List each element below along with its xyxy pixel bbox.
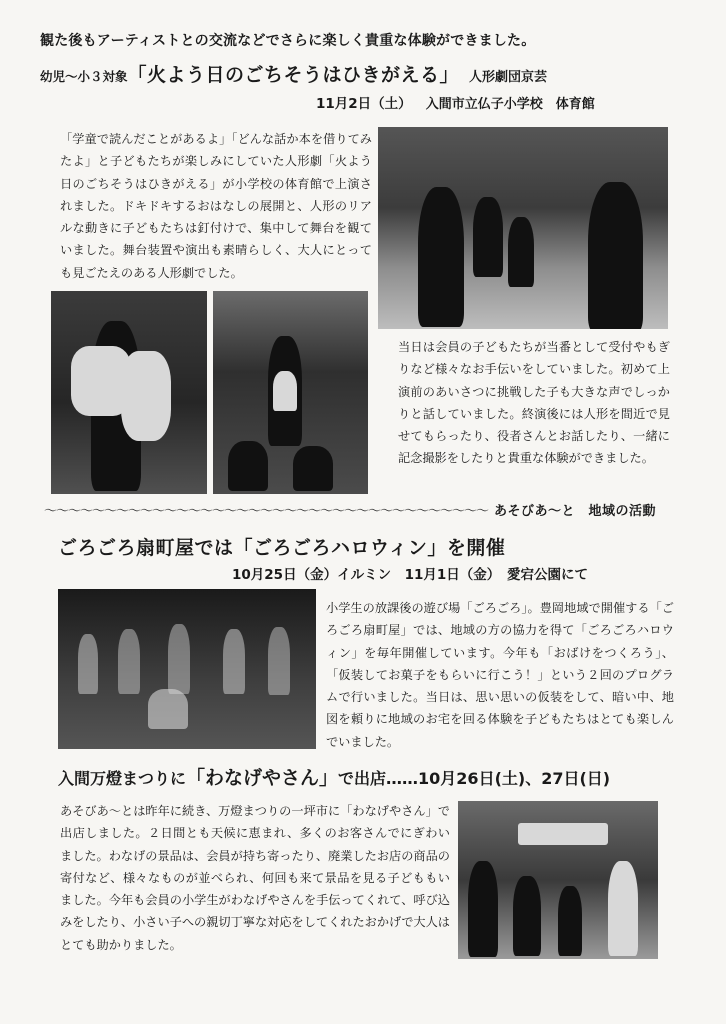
section1-paragraph-1: 「学童で読んだことがあるよ」「どんな話か本を借りてみたよ」と子どもたちが楽しみにしていた人形劇「火よう日のごちそうはひきがえる」が小学校の体育館で上演されました。ドキドキするおはなしの展開と、人形のリアルな動きに子どもたちは釘付けで、集中して舞台を観ていました。舞台装置や演出も素晴らしく、大人にとっても見ごたえのある人形劇でした。 [60, 132, 372, 280]
photo-figure [118, 629, 140, 694]
section3-paragraph: あそびあ～とは昨年に続き、万燈まつりの一坪市に「わなげやさん」で出店しました。２日間とも天候に恵まれ、多くのお客さんでにぎわいました。わなげの景品は、会員が持ち寄ったり、廃業したお店の商品の寄付など、様々なものが並べられ、何回も来て景品を見る子どももいました。今年も会員の小学生がわなげやさんを手伝ってくれて、呼び込みをしたり、小さい子への親切丁寧な対応をしてくれたおかげで大人はとても助かりました。 [60, 804, 450, 952]
photo-puppet-performer [51, 291, 207, 494]
stall-banner [518, 823, 608, 845]
intro-line: 観た後もアーティストとの交流などでさらに楽しく貴重な体験ができました。 [40, 33, 536, 49]
photo-figure [293, 446, 333, 491]
section1-date-line [316, 92, 595, 112]
photo-figure [418, 187, 464, 327]
photo-figure [508, 217, 534, 287]
photo-figure [78, 634, 98, 694]
photo-figure [558, 886, 582, 956]
section2-title: ごろごろ扇町屋では「ごろごろハロウィン」を開催 [58, 537, 506, 559]
photo-gym-reception [378, 127, 668, 329]
section1-troupe: 人形劇団京芸 [469, 70, 548, 85]
section3-title-main: 「わなげやさん」 [186, 767, 339, 789]
section3-heading [58, 763, 610, 790]
photo-figure [228, 441, 268, 491]
photo-figure [273, 371, 297, 411]
divider-waves: ～～～～～～～～～～～～～～～～～～～～～～～～～～～～～～～～～～～～～ [44, 504, 489, 519]
section1-place: 入間市立仏子小学校 体育館 [425, 97, 595, 112]
puppet-shape [121, 351, 171, 441]
photo-festival-stall [458, 801, 658, 959]
section1-paragraph-2: 当日は会員の子どもたちが当番として受付やもぎりなど様々なお手伝いをしていました。初めて上演前のあいさつに挑戦した子も大きな声でしっかりと話していました。終演後には人形を間近で見せてもらったり、役者さんとお話したり、一緒に記念撮影をしたりと貴重な体験ができました。 [398, 340, 670, 466]
section1-target: 幼児～小３対象 [40, 69, 128, 84]
photo-figure [468, 861, 498, 957]
section2-paragraph: 小学生の放課後の遊び場「ごろごろ」。豊岡地域で開催する「ごろごろ扇町屋」では、地域の方の協力を得て「ごろごろハロウィン」を毎年開催しています。今年も「おばけをつくろう」、「仮装してお菓子をもらいに行こう！」という２回のプログラムで行いました。当日は、思い思いの仮装をして、暗い中、地図を頼りに地域のお宅を回る体験を子どもたちはとても楽しんでいました。 [326, 601, 674, 749]
photo-figure [168, 624, 190, 694]
section1-heading [40, 60, 547, 87]
photo-figure [223, 629, 245, 694]
section-divider [44, 500, 656, 519]
section1-title: 「火よう日のごちそうはひきがえる」 [127, 64, 460, 86]
photo-figure [513, 876, 541, 956]
section1-date: 11月2日（土） [316, 96, 412, 112]
photo-halloween-group [58, 589, 316, 749]
section2-date: 10月25日（金）イルミン 11月1日（金） 愛宕公園にて [232, 567, 589, 583]
costume-shape [148, 689, 188, 729]
photo-child-greeting [213, 291, 368, 494]
divider-label: あそびあ～と 地域の活動 [494, 504, 657, 519]
photo-figure [588, 182, 643, 329]
section3-title-post: で出店……10月26日(土)、27日(日) [338, 769, 611, 788]
section3-title-pre: 入間万燈まつりに [58, 769, 187, 788]
photo-figure [608, 861, 638, 956]
photo-figure [473, 197, 503, 277]
photo-figure [268, 627, 290, 695]
